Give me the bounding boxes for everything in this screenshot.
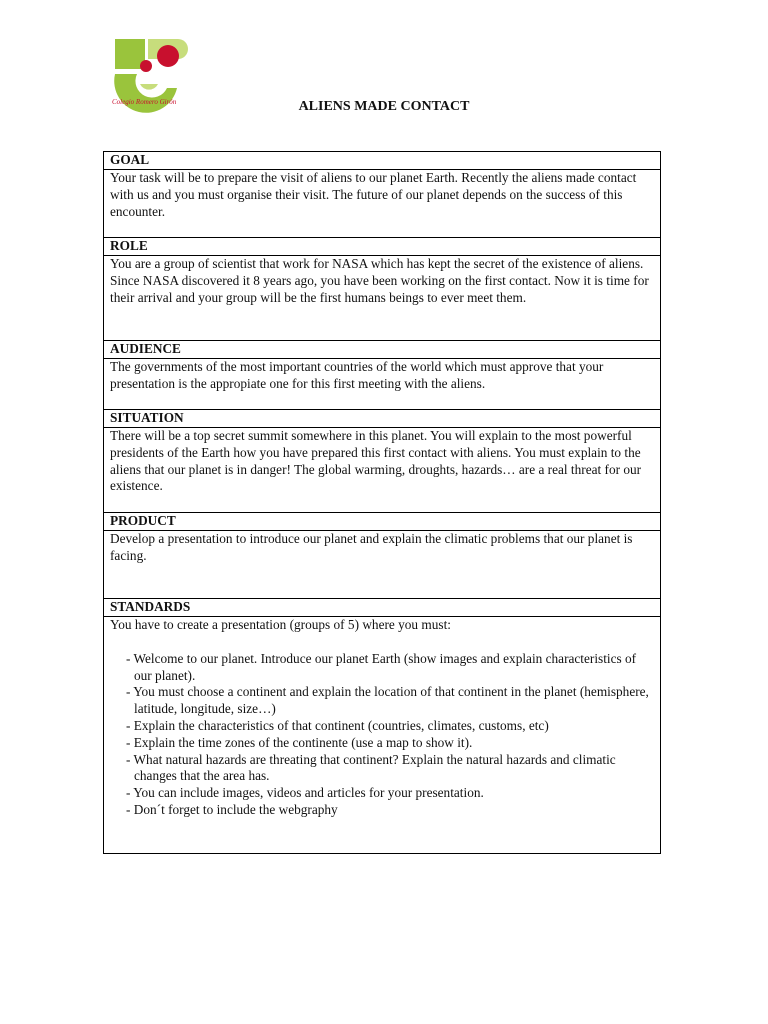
- list-item: - What natural hazards are threating that continent? Explain the natural hazards and climatic changes that the area has.: [126, 751, 616, 784]
- section-body-situation: There will be a top secret summit somewhere in this planet. You will explain to the most powerful presidents of the Earth how you have prepared this first contact with aliens. You must explain to the aliens that our planet is in danger! The global warming, droughts, hazards… are a real threat for our existence.: [104, 428, 661, 513]
- section-body-audience: The governments of the most important countries of the world which must approve that your presentation is the appropiate one for this first meeting with the aliens.: [104, 359, 661, 410]
- logo-caption: Colegio Romero Girón: [112, 98, 177, 106]
- task-table: [103, 151, 661, 854]
- section-body-product: Develop a presentation to introduce our planet and explain the climatic problems that our planet is facing.: [104, 531, 661, 599]
- section-heading-goal: GOAL: [104, 152, 661, 170]
- section-body-goal: Your task will be to prepare the visit of aliens to our planet Earth. Recently the aliens made contact with us and you must organise their visit. The future of our planet depends on the success of this encounter.: [104, 170, 661, 238]
- standards-intro: You have to create a presentation (groups of 5) where you must:: [110, 617, 451, 632]
- section-body-role: You are a group of scientist that work for NASA which has kept the secret of the existence of aliens. Since NASA discovered it 8 years ago, you have been working on the first contact. Now it is time for their arrival and your group will be the first humans beings to ever meet them.: [104, 256, 661, 341]
- list-item: - You can include images, videos and articles for your presentation.: [126, 785, 484, 801]
- list-item: - Explain the time zones of the continente (use a map to show it).: [126, 734, 473, 750]
- section-heading-role: ROLE: [104, 238, 661, 256]
- list-item: - Welcome to our planet. Introduce our planet Earth (show images and explain characteristics of our planet).: [126, 650, 637, 683]
- section-heading-situation: SITUATION: [104, 410, 661, 428]
- list-item: - You must choose a continent and explain the location of that continent in the planet (hemisphere, latitude, longitude, size…): [126, 684, 649, 717]
- standards-list: [110, 651, 654, 819]
- section-body-standards: [104, 617, 661, 854]
- section-heading-audience: AUDIENCE: [104, 341, 661, 359]
- list-item: - Explain the characteristics of that continent (countries, climates, customs, etc): [126, 717, 549, 733]
- list-item: - Don´t forget to include the webgraphy: [126, 801, 338, 817]
- section-heading-standards: STANDARDS: [104, 599, 661, 617]
- page-title: ALIENS MADE CONTACT: [298, 99, 470, 114]
- section-heading-product: PRODUCT: [104, 513, 661, 531]
